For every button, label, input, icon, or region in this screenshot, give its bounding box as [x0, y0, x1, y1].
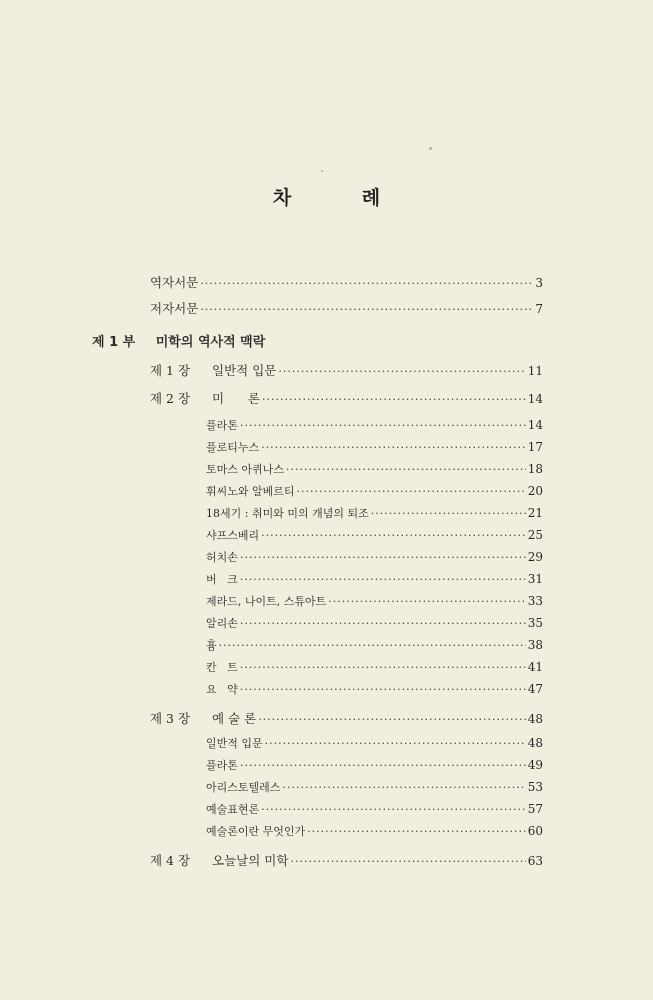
toc-entry-page: 47: [527, 682, 543, 696]
toc-section-label: 버 크: [206, 573, 238, 586]
toc-section-label: 예술표현론: [206, 803, 260, 816]
toc-section-label: 플라톤: [206, 419, 238, 432]
toc-section-label: 토마스 아퀴나스: [206, 463, 284, 476]
leader-dots: [261, 803, 526, 816]
toc-entry-page: 11: [527, 364, 543, 378]
leader-dots: [240, 419, 526, 432]
toc-section: [206, 681, 543, 697]
leader-dots: [200, 303, 533, 316]
toc-section: [206, 801, 543, 817]
leader-dots: [297, 485, 526, 498]
toc-chapter-label: [150, 361, 276, 379]
chapter-number: 제 3 장: [150, 711, 191, 726]
toc-section: [206, 571, 543, 587]
leader-dots: [240, 551, 526, 564]
toc-entry-page: 17: [527, 440, 543, 454]
toc-section-label: 요 약: [206, 683, 238, 696]
part-title: 미학의 역사적 맥락: [155, 335, 266, 350]
toc-entry-page: 21: [527, 506, 543, 520]
leader-dots: [240, 661, 526, 674]
toc-chapter-label: [150, 389, 260, 407]
leader-dots: [240, 683, 526, 696]
toc-section-label: 제라드, 나이트, 스튜아트: [206, 595, 327, 608]
leader-dots: [307, 825, 526, 838]
toc-section-label: 예술론이란 무엇인가: [206, 825, 306, 838]
toc-entry-translator-preface: [150, 273, 543, 291]
toc-section-label: 칸 트: [206, 661, 238, 674]
toc-entry-author-preface: [150, 299, 543, 317]
leader-dots: [240, 617, 526, 630]
toc-entry-page: 14: [527, 392, 543, 406]
toc-entry-page: 38: [527, 638, 543, 652]
toc-entry-page: 29: [527, 550, 543, 564]
toc-entry-page: 57: [527, 802, 543, 816]
leader-dots: [290, 855, 525, 868]
chapter-title: 일반적 입문: [212, 363, 277, 378]
chapter-title: 미 론: [212, 391, 260, 406]
toc-entry-page: 25: [527, 528, 543, 542]
toc-section-label: 일반적 입문: [206, 737, 263, 750]
toc-entry-page: 18: [527, 462, 543, 476]
toc-section-label: 흄: [206, 639, 217, 652]
toc-chapter-label: [150, 851, 288, 869]
toc-entry-page: 31: [527, 572, 543, 586]
leader-dots: [240, 759, 526, 772]
toc-section-label: 허치손: [206, 551, 238, 564]
leader-dots: [286, 463, 526, 476]
chapter-title: 예 술 론: [212, 711, 257, 726]
toc-section: [206, 659, 543, 675]
toc-section-label: 플로티누스: [206, 441, 260, 454]
leader-dots: [200, 277, 533, 290]
toc-section: [206, 549, 543, 565]
toc-section: [206, 779, 543, 795]
toc-entry-page: 53: [527, 780, 543, 794]
toc-section: [206, 615, 543, 631]
leader-dots: [219, 639, 526, 652]
toc-section: [206, 637, 543, 653]
toc-section-label: 18세기 : 취미와 미의 개념의 퇴조: [206, 507, 369, 520]
toc-entry-page: 3: [535, 276, 543, 290]
toc-section: [206, 823, 543, 839]
chapter-number: 제 4 장: [150, 853, 191, 868]
toc-entry-page: 49: [527, 758, 543, 772]
toc-entry-page: 20: [527, 484, 543, 498]
part-number: 제 1 부: [92, 335, 136, 350]
toc-chapter-2: [150, 389, 543, 407]
paper-speck: [429, 147, 432, 150]
toc-section-label: 휘씨노와 알베르티: [206, 485, 295, 498]
toc-section: [206, 439, 543, 455]
toc-entry-page: 41: [527, 660, 543, 674]
leader-dots: [261, 441, 526, 454]
toc-section: [206, 461, 543, 477]
toc-chapter-4: [150, 851, 543, 869]
toc-section: [206, 483, 543, 499]
leader-dots: [328, 595, 525, 608]
toc-section: [206, 757, 543, 773]
page-title: 차 례: [272, 187, 413, 209]
toc-section-label: 플라톤: [206, 759, 238, 772]
leader-dots: [240, 573, 526, 586]
toc-chapter-3: [150, 709, 543, 727]
part-heading: [92, 331, 265, 350]
toc-section: [206, 593, 543, 609]
leader-dots: [278, 365, 525, 378]
toc-section-label: 알리손: [206, 617, 238, 630]
toc-entry-page: 7: [535, 302, 543, 316]
toc-entry-label: 저자서문: [150, 301, 199, 316]
toc-entry-label: 역자서문: [150, 275, 199, 290]
paper-speck: [321, 170, 323, 172]
toc-section: [206, 735, 543, 751]
toc-entry-page: 60: [527, 824, 543, 838]
chapter-number: 제 2 장: [150, 391, 191, 406]
leader-dots: [258, 713, 526, 726]
toc-chapter-1: [150, 361, 543, 379]
toc-entry-page: 63: [527, 854, 543, 868]
toc-section: [206, 505, 543, 521]
chapter-number: 제 1 장: [150, 363, 191, 378]
leader-dots: [371, 507, 526, 520]
toc-chapter-label: [150, 709, 256, 727]
toc-entry-page: 48: [527, 712, 543, 726]
toc-section-label: 아리스토텔레스: [206, 781, 281, 794]
toc-entry-page: 14: [527, 418, 543, 432]
toc-section: [206, 417, 543, 433]
leader-dots: [261, 529, 526, 542]
leader-dots: [282, 781, 525, 794]
toc-entry-page: 33: [527, 594, 543, 608]
chapter-title: 오늘날의 미학: [212, 853, 289, 868]
toc-section: [206, 527, 543, 543]
toc-section-label: 샤프스베리: [206, 529, 260, 542]
leader-dots: [265, 737, 526, 750]
toc-entry-page: 48: [527, 736, 543, 750]
toc-entry-page: 35: [527, 616, 543, 630]
leader-dots: [262, 393, 526, 406]
